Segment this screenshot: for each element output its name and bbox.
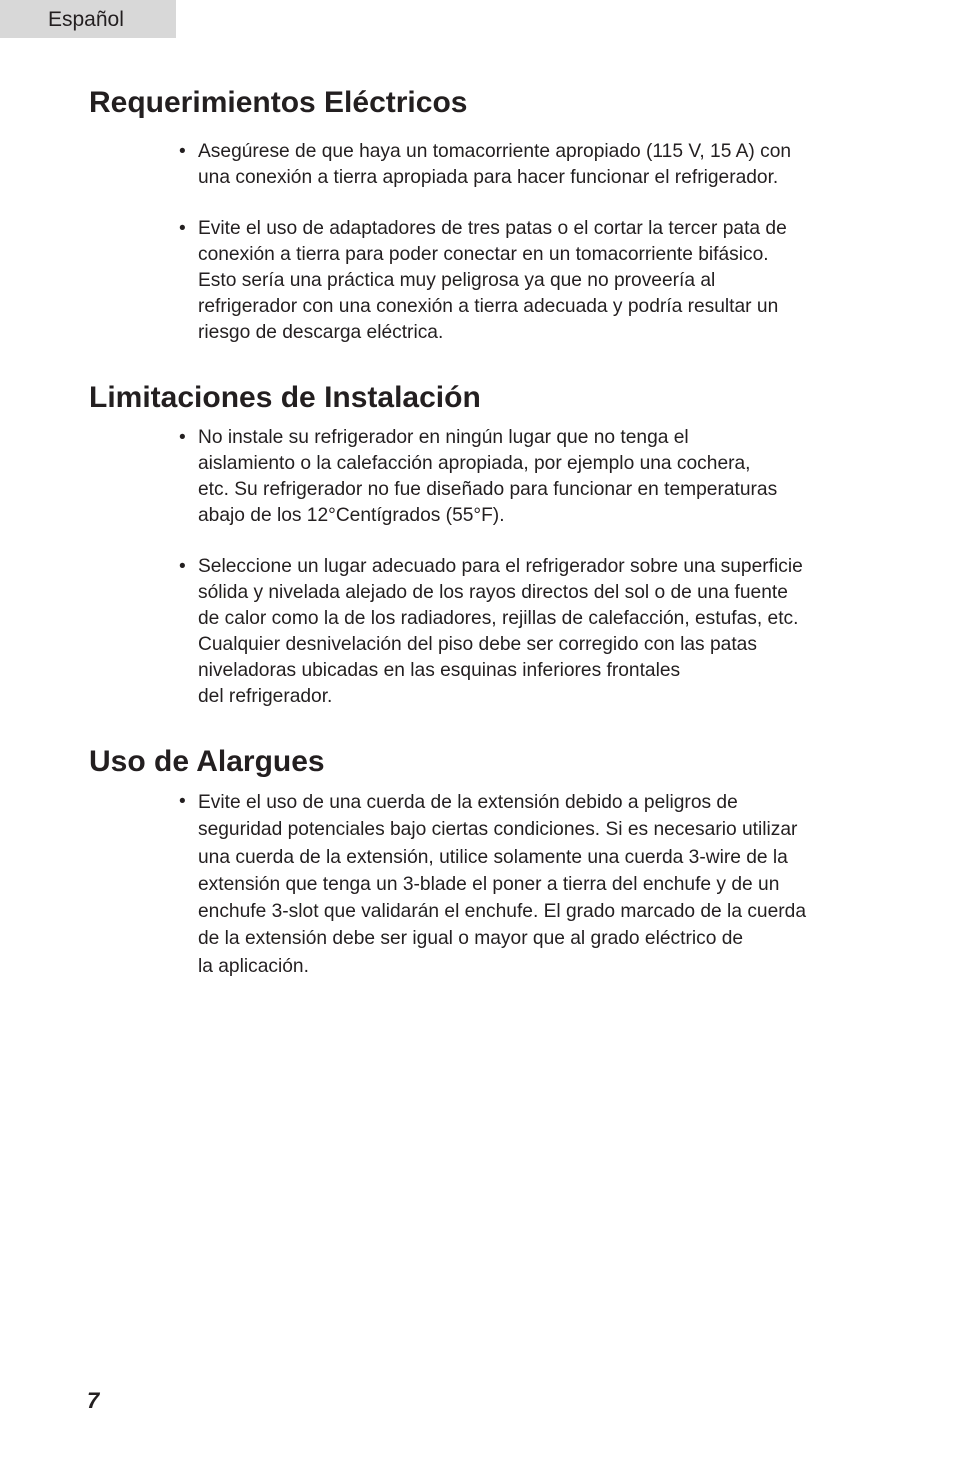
list-item: • Evite el uso de adaptadores de tres patas o el cortar la tercer pata de conexión a tierra para poder conectar en un tomacorriente bifásico. Esto sería una práctica muy peligrosa ya que no proveería al refrigerador con una conexión a tierra adecuada y podría resultar un riesgo de descarga eléctrica. bbox=[179, 218, 787, 343]
list-item: • Evite el uso de una cuerda de la extensión debido a peligros de seguridad potenciales bajo ciertas condiciones. Si es necesario utilizar una cuerda de la extensión, utilice solamente una cuerda 3-wire de la extensión que tenga un 3-blade el poner a tierra del enchufe y de un enchufe 3-slot que validarán el enchufe. El grado marcado de la cuerda de la extensión debe ser igual o mayor que al grado eléctrico de la aplicación. bbox=[179, 791, 806, 977]
page-number: 7 bbox=[87, 1388, 100, 1413]
language-tab: Español bbox=[0, 0, 176, 38]
bullet-icon: • bbox=[179, 427, 186, 448]
electrical-bullet-list bbox=[179, 139, 879, 346]
list-item: • Asegúrese de que haya un tomacorriente apropiado (115 V, 15 A) con una conexión a tierra apropiada para hacer funcionar el refrigerador. bbox=[179, 141, 792, 188]
installation-bullet-list bbox=[179, 425, 879, 710]
section-title-extension-cords: Uso de Alargues bbox=[89, 745, 325, 778]
bullet-icon: • bbox=[179, 141, 186, 162]
list-item: • No instale su refrigerador en ningún lugar que no tenga el aislamiento o la calefacción apropiada, por ejemplo una cochera, etc. Su refrigerador no fue diseñado para funcionar en temperaturas abajo de los 12°Centígrados (55°F). bbox=[179, 427, 778, 526]
bullet-icon: • bbox=[179, 218, 186, 239]
extension-bullet-list bbox=[179, 789, 879, 980]
bullet-icon: • bbox=[179, 556, 186, 577]
section-title-installation: Limitaciones de Instalación bbox=[89, 381, 481, 414]
list-item: • Seleccione un lugar adecuado para el refrigerador sobre una superficie sólida y nivelada alejado de los rayos directos del sol o de una fuente de calor como la de los radiadores, rejillas de calefacción, estufas, etc. Cualquier desnivelación del piso debe ser corregido con las patas niveladoras ubicadas en las esquinas inferiores frontales del refrigerador. bbox=[179, 556, 803, 707]
section-title-electrical: Requerimientos Eléctricos bbox=[89, 86, 468, 119]
bullet-icon: • bbox=[179, 791, 186, 812]
